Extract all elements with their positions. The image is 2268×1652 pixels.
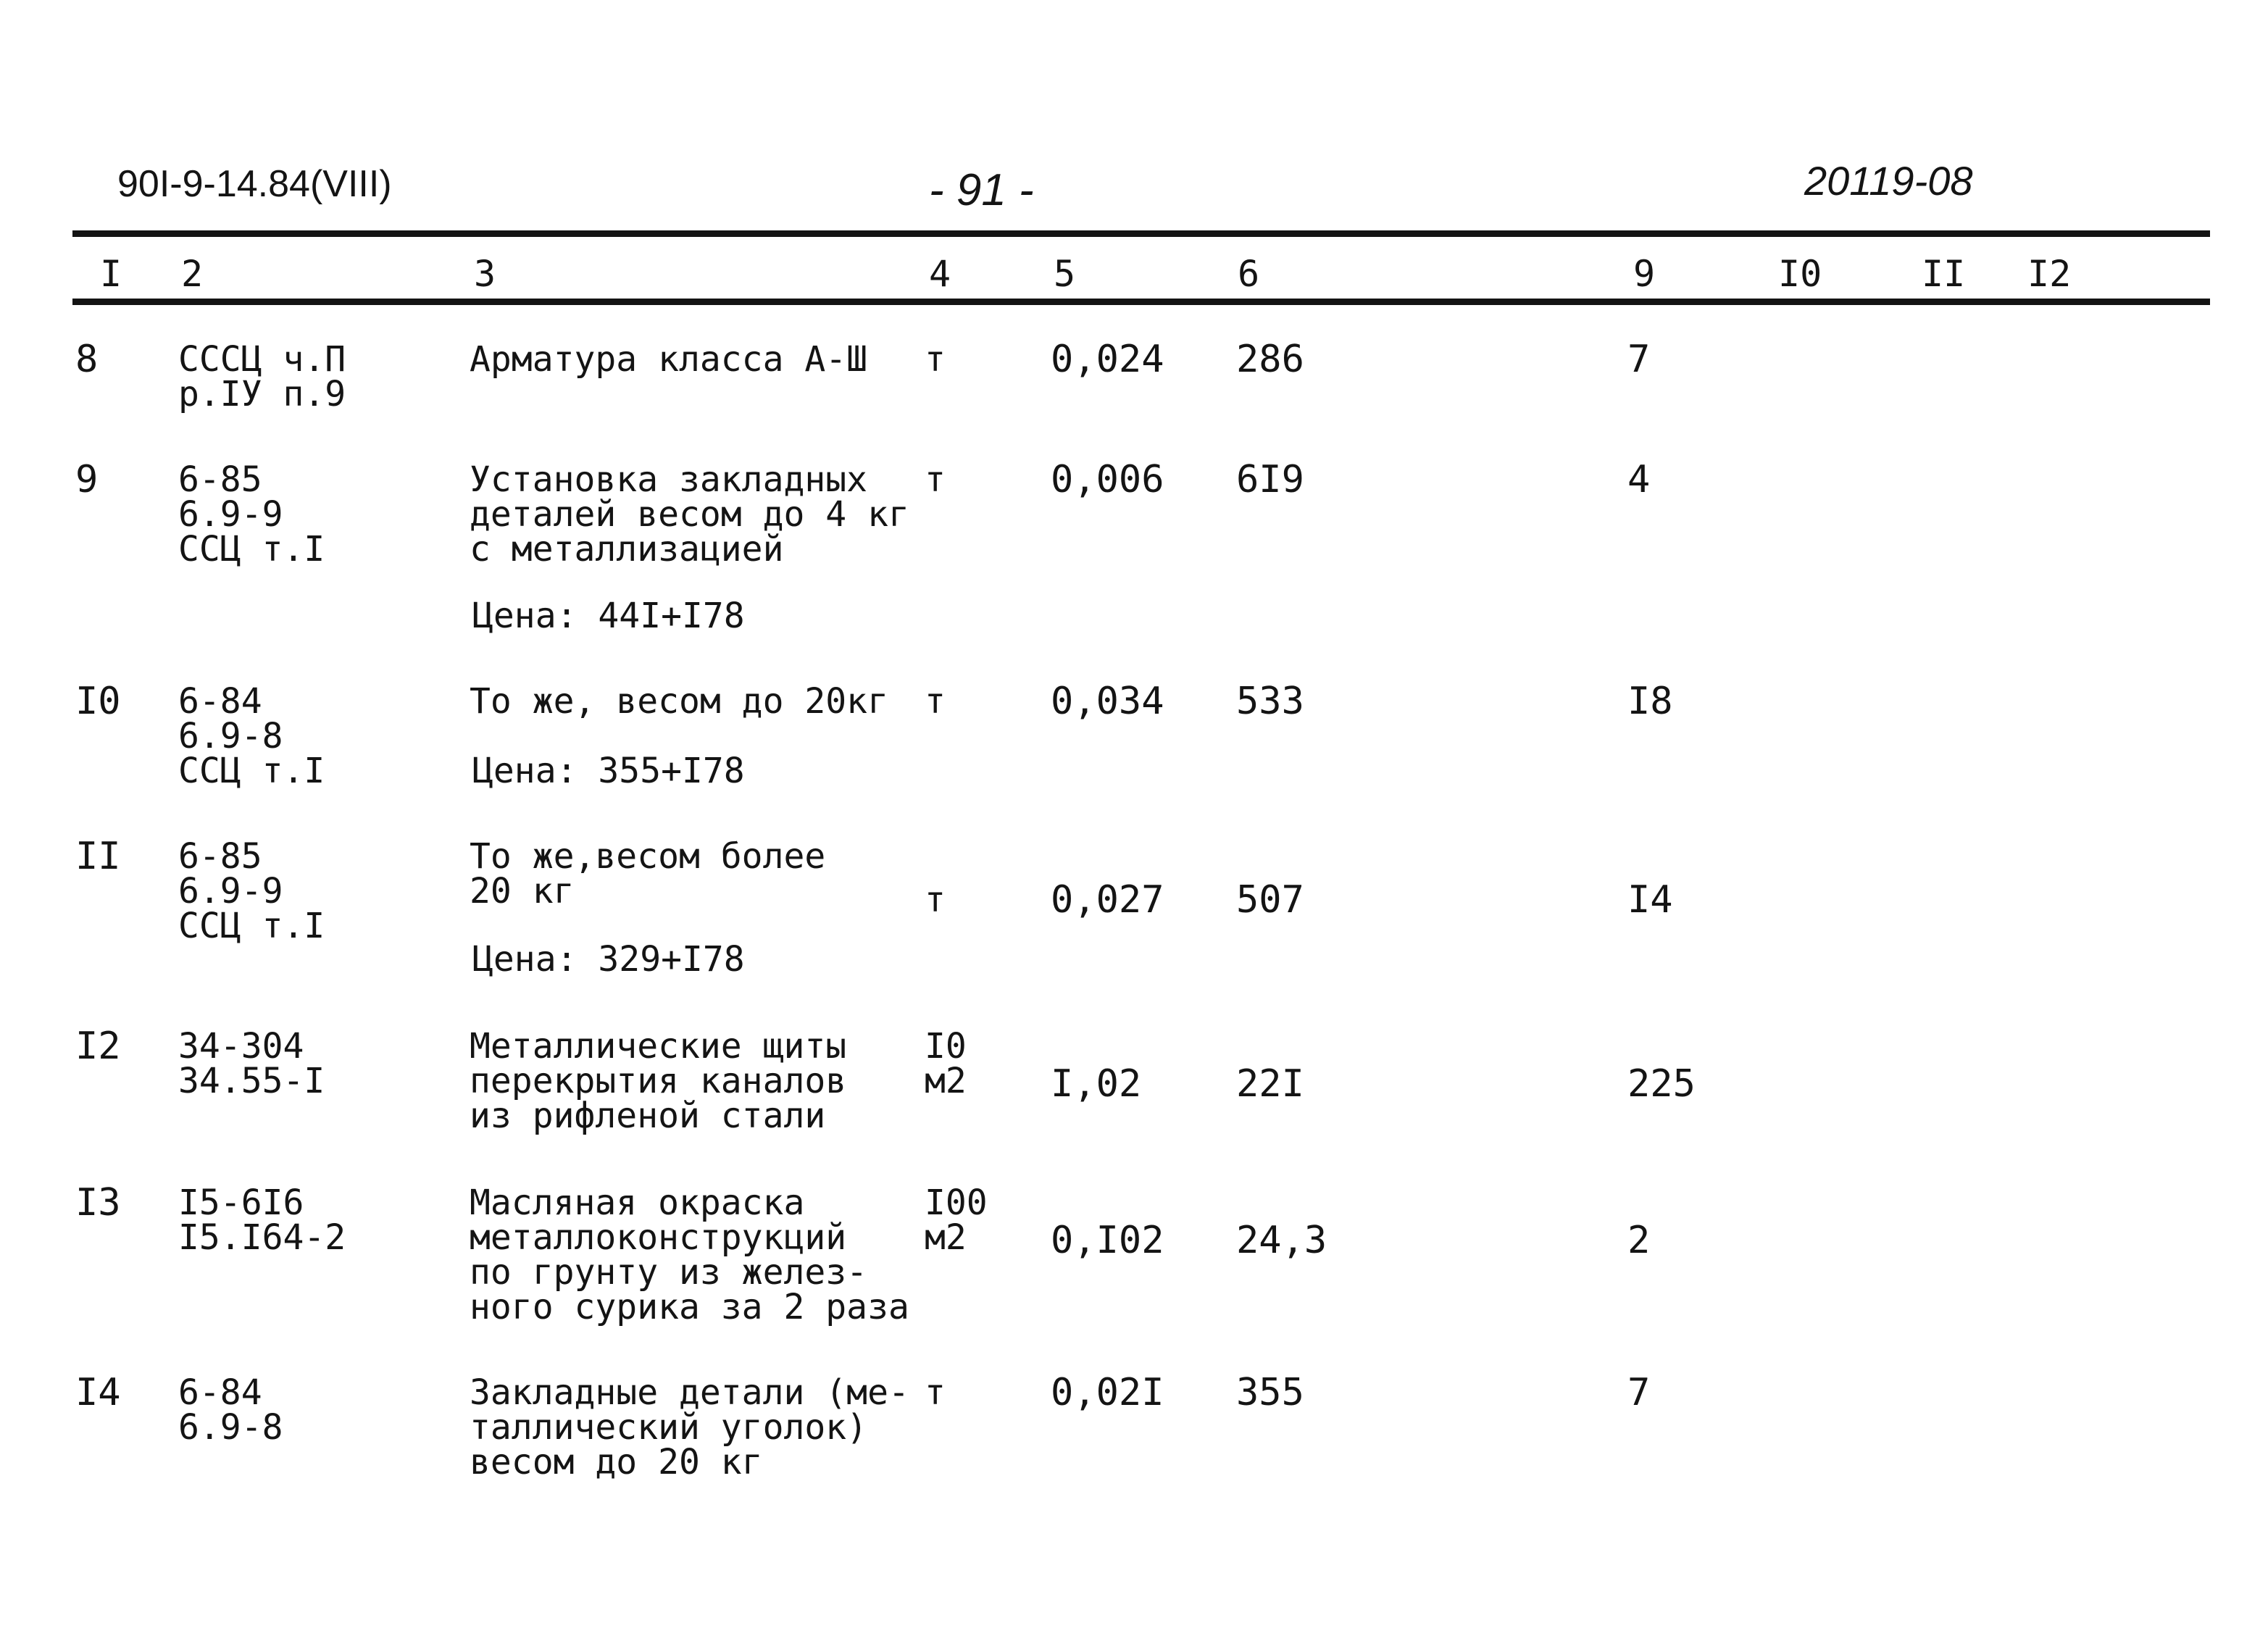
row-number: 8 (75, 338, 99, 381)
norm-code-line: 6.9-9 (178, 871, 283, 911)
unit-of-measure (925, 681, 946, 722)
unit-of-measure (925, 1026, 967, 1101)
document-code: 90I-9-14.84(VIII) (117, 163, 392, 205)
unit-line: т (925, 459, 946, 500)
unit-of-measure (925, 339, 946, 380)
work-description-line: по грунту из желез- (470, 1252, 868, 1293)
unit-rate: 24,3 (1236, 1219, 1327, 1262)
norm-code-line: I5.I64-2 (178, 1217, 346, 1258)
norm-code-line: 6-84 (178, 1372, 262, 1413)
column-header: 4 (929, 253, 951, 295)
column-header: I0 (1778, 253, 1822, 295)
row-number: II (75, 835, 121, 878)
norm-code (178, 339, 346, 414)
quantity: 0,006 (1051, 458, 1164, 501)
work-description-line: перекрытия каналов (470, 1061, 847, 1101)
norm-code-line: 6.9-9 (178, 494, 283, 535)
work-description (470, 1182, 909, 1327)
work-description (470, 339, 868, 380)
norm-code-line: ССЦ т.I (178, 751, 325, 791)
work-description (470, 1372, 909, 1482)
column-header: 5 (1054, 253, 1076, 295)
quantity: 0,024 (1051, 338, 1164, 381)
norm-code (178, 1026, 325, 1101)
work-description (470, 1026, 847, 1136)
unit-rate: 6I9 (1236, 458, 1304, 501)
unit-rate: 507 (1236, 878, 1304, 922)
norm-code (178, 1372, 283, 1448)
work-description-line: Закладные детали (ме- (470, 1372, 909, 1413)
unit-rate: 533 (1236, 680, 1304, 723)
unit-line: т (925, 681, 946, 722)
norm-code-line: 6-85 (178, 836, 262, 877)
total-cost: 7 (1627, 1371, 1651, 1414)
norm-code-line: ССЦ т.I (178, 529, 325, 570)
unit-of-measure (925, 459, 946, 500)
norm-code-line: СССЦ ч.П (178, 339, 346, 380)
norm-code-line: 6.9-8 (178, 716, 283, 756)
total-cost: I8 (1627, 680, 1673, 723)
work-description-line: таллический уголок) (470, 1407, 868, 1448)
unit-of-measure (925, 880, 946, 920)
work-description (470, 681, 888, 722)
norm-code-line: р.IУ п.9 (178, 374, 346, 414)
work-description-line: из рифленой стали (470, 1096, 826, 1136)
unit-line: I00 (925, 1182, 988, 1223)
work-description-line: ного сурика за 2 раза (470, 1287, 909, 1327)
work-description-line: весом до 20 кг (470, 1442, 763, 1482)
quantity: 0,02I (1051, 1371, 1164, 1414)
norm-code-line: ССЦ т.I (178, 906, 325, 946)
work-description-line: Металлические щиты (470, 1026, 847, 1067)
work-description (470, 836, 826, 911)
norm-code (178, 1182, 346, 1258)
column-header: 9 (1633, 253, 1656, 295)
unit-price: Цена: 355+I78 (472, 751, 745, 791)
norm-code (178, 836, 325, 946)
column-header: 6 (1238, 253, 1260, 295)
quantity: 0,034 (1051, 680, 1164, 723)
unit-rate: 355 (1236, 1371, 1304, 1414)
quantity: 0,I02 (1051, 1219, 1164, 1262)
unit-of-measure (925, 1182, 988, 1258)
total-cost: 2 (1627, 1219, 1651, 1262)
total-cost: 4 (1627, 458, 1651, 501)
unit-line: т (925, 1372, 946, 1413)
total-cost: 225 (1627, 1062, 1696, 1106)
work-description-line: металлоконструкций (470, 1217, 847, 1258)
norm-code-line: 6-84 (178, 681, 262, 722)
work-description (470, 459, 909, 570)
row-number: I3 (75, 1181, 121, 1225)
column-header: 2 (181, 253, 204, 295)
work-description-line: То же, весом до 20кг (470, 681, 888, 722)
page-number: - 91 - (929, 165, 1034, 215)
norm-code-line: 34.55-I (178, 1061, 325, 1101)
unit-line: т (925, 339, 946, 380)
work-description-line: 20 кг (470, 871, 575, 911)
work-description-line: То же,весом более (470, 836, 826, 877)
row-number: I0 (75, 680, 121, 723)
unit-line: т (925, 880, 946, 920)
work-description-line: Арматура класса А-Ш (470, 339, 868, 380)
quantity: I,02 (1051, 1062, 1142, 1106)
total-cost: 7 (1627, 338, 1651, 381)
unit-line: м2 (925, 1217, 967, 1258)
unit-price: Цена: 329+I78 (472, 939, 745, 980)
row-number: I4 (75, 1371, 121, 1414)
norm-code-line: 6.9-8 (178, 1407, 283, 1448)
work-description-line: с металлизацией (470, 529, 784, 570)
unit-rate: 286 (1236, 338, 1304, 381)
total-cost: I4 (1627, 878, 1673, 922)
norm-code-line: 6-85 (178, 459, 262, 500)
column-header: II (1922, 253, 1966, 295)
work-description-line: Установка закладных (470, 459, 868, 500)
sheet-code: 20119-08 (1804, 158, 1973, 204)
norm-code (178, 459, 325, 570)
column-header: 3 (474, 253, 496, 295)
norm-code-line: 34-304 (178, 1026, 304, 1067)
row-number: 9 (75, 458, 99, 501)
quantity: 0,027 (1051, 878, 1164, 922)
row-number: I2 (75, 1025, 121, 1068)
unit-line: I0 (925, 1026, 967, 1067)
norm-code-line: I5-6I6 (178, 1182, 304, 1223)
work-description-line: деталей весом до 4 кг (470, 494, 909, 535)
column-header: I2 (2027, 253, 2072, 295)
unit-rate: 22I (1236, 1062, 1304, 1106)
work-description-line: Масляная окраска (470, 1182, 805, 1223)
column-header: I (100, 253, 122, 295)
norm-code (178, 681, 325, 791)
unit-of-measure (925, 1372, 946, 1413)
unit-price: Цена: 44I+I78 (472, 596, 745, 636)
unit-line: м2 (925, 1061, 967, 1101)
